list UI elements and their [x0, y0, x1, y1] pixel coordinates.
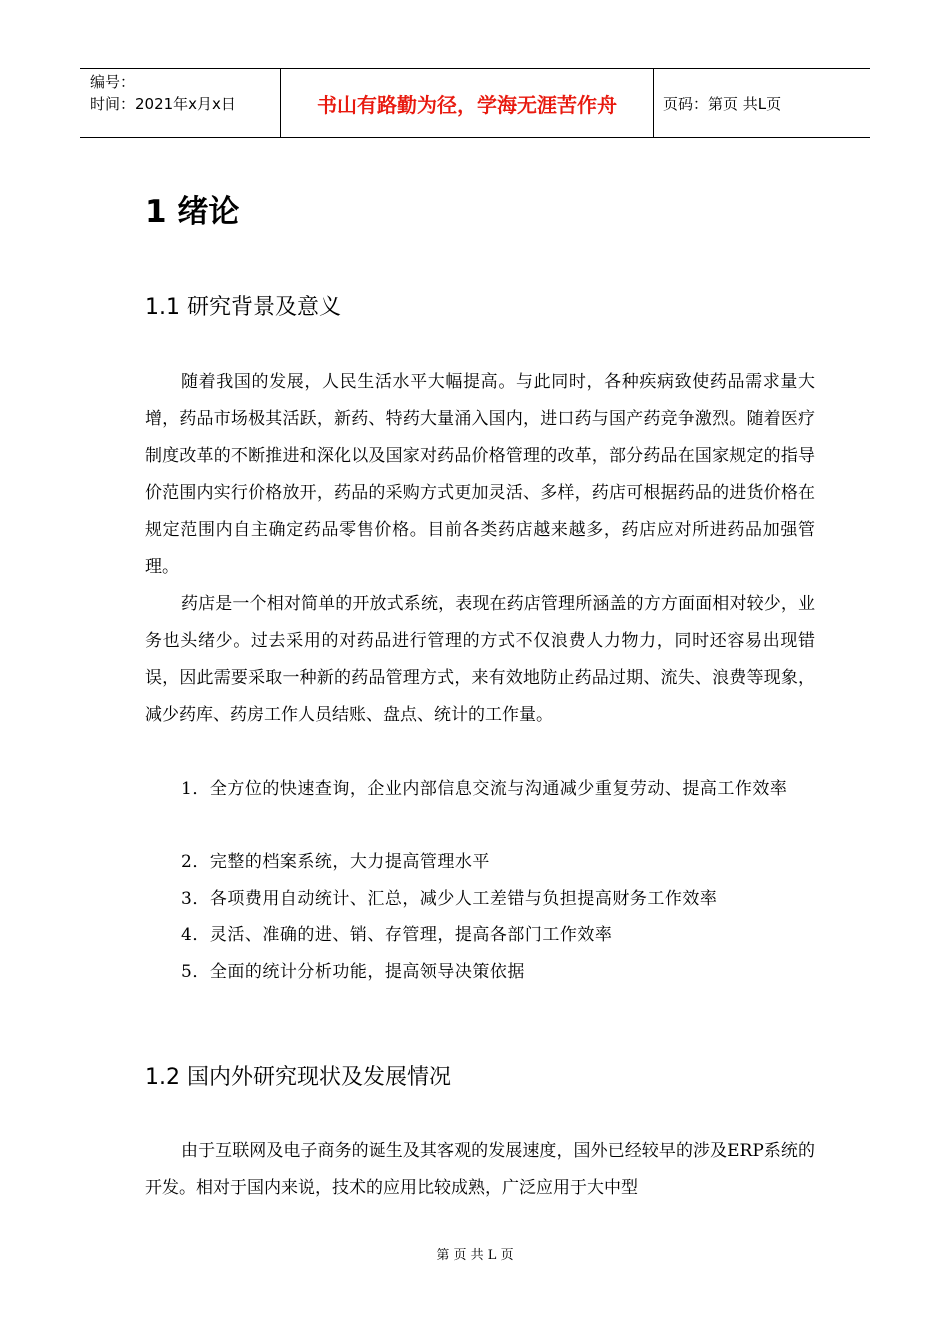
header-meta — [80, 69, 281, 137]
header-number-label: 编号： — [90, 73, 136, 91]
header-time-label: 时间：2021年x月x日 — [90, 95, 236, 113]
page-header — [80, 68, 870, 138]
header-motto: 书山有路勤为径，学海无涯苦作舟 — [281, 69, 654, 137]
page-footer: 第 页 共 L 页 — [436, 1248, 514, 1263]
chapter-title: 1 绪论 — [145, 194, 240, 230]
list-item-5: 5．全面的统计分析功能，提高领导决策依据 — [181, 962, 525, 982]
header-page-label: 页码：第页 共L页 — [663, 94, 782, 113]
list-item-2: 2．完整的档案系统，大力提高管理水平 — [181, 852, 490, 872]
section-heading-1-1: 1.1 研究背景及意义 — [145, 295, 341, 320]
paragraph-research-status: 由于互联网及电子商务的诞生及其客观的发展速度，国外已经较早的涉及ERP系统的开发。相对于国内来说，技术的应用比较成熟，广泛应用于大中型 — [145, 1141, 815, 1198]
list-item-4: 4．灵活、准确的进、销、存管理，提高各部门工作效率 — [181, 925, 613, 945]
list-item-3: 3．各项费用自动统计、汇总，减少人工差错与负担提高财务工作效率 — [181, 889, 718, 909]
paragraph-background: 随着我国的发展，人民生活水平大幅提高。与此同时，各种疾病致使药品需求量大增，药品市场极其活跃，新药、特药大量涌入国内，进口药与国产药竞争激烈。随着医疗制度改革的不断推进和深化以及国家对药品价格管理的改革，部分药品在国家规定的指导价范围内实行价格放开，药品的采购方式更加灵活、多样，药店可根据药品的进货价格在规定范围内自主确定药品零售价格。目前各类药店越来越多，药店应对所进药品加强管理。 — [145, 372, 815, 577]
list-item-1: 1．全方位的快速查询，企业内部信息交流与沟通减少重复劳动、提高工作效率 — [181, 779, 788, 799]
section-heading-1-2: 1.2 国内外研究现状及发展情况 — [145, 1065, 451, 1090]
paragraph-pharmacy: 药店是一个相对简单的开放式系统，表现在药店管理所涵盖的方方面面相对较少，业务也头绪少。过去采用的对药品进行管理的方式不仅浪费人力物力，同时还容易出现错误，因此需要采取一种新的药品管理方式，来有效地防止药品过期、流失、浪费等现象，减少药库、药房工作人员结账、盘点、统计的工作量。 — [145, 594, 815, 725]
